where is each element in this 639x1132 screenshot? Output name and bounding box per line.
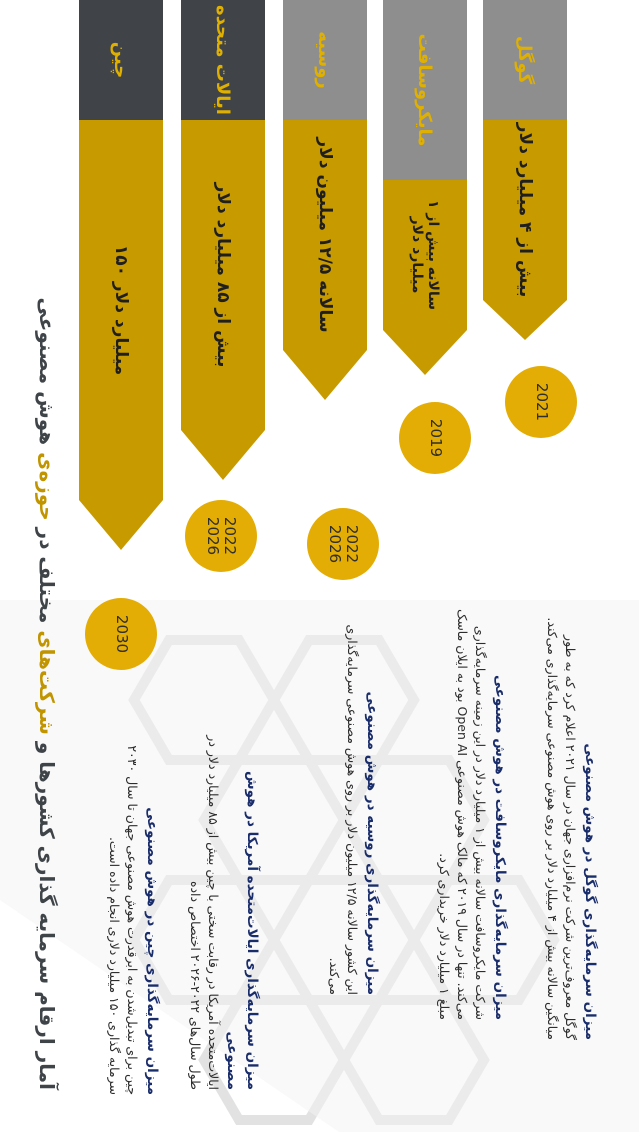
arrow-usa [181, 430, 265, 480]
year-circle-usa [185, 500, 257, 572]
year-circle-russia [307, 508, 379, 580]
desc-heading-china: میزان سرمایه‌گذاری چین در هوش مصنوعی [144, 807, 160, 1095]
band-microsoft [383, 0, 467, 380]
year-circle-google [505, 366, 577, 438]
investment-value-microsoft: سالانه بیش از ۱ میلیارد دلار [383, 180, 467, 330]
title-part-1: آمار ارقام سرمایه گذاری کشورها و [35, 734, 59, 1090]
band-china [79, 0, 163, 570]
investment-value-china: ۱۵۰ میلیارد دلار [79, 120, 163, 500]
desc-heading-google: میزان سرمایه‌گذاری گوگل در هوش مصنوعی [582, 743, 598, 1040]
description-google [479, 610, 599, 1040]
desc-text-google: گوگل معروف‌ترین شرکت نرم‌افزاری جهان در سال ۲۰۲۱ اعلام کرد که به طور میانگین سالانه بیش از ۴ میلیارد دلار بر روی هوش مصنوعی سرمایه‌گذاری می‌کند. [545, 617, 579, 1040]
investment-value-google: بیش از ۴ میلیارد دلار [483, 120, 567, 300]
desc-heading-usa: میزان سرمایه‌گذاری ایالات‌متحده آمریکا در هوش مصنوعی [224, 771, 260, 1090]
desc-text-china: چین برای تبدیل‌شدن به ابرقدرت هوش مصنوعی جهان تا سال ۲۰۳۰ سرمایه گذاری ۱۵۰ میلیارد دلاری انجام داده است. [107, 745, 141, 1095]
page-title [15, 110, 59, 1090]
arrow-microsoft [383, 330, 467, 375]
band-google [483, 0, 567, 340]
year-russia: 2022 2026 [326, 524, 362, 564]
arrow-russia [283, 350, 367, 400]
title-part-3: هوش مصنوعی [35, 297, 59, 453]
arrow-google [483, 300, 567, 340]
year-circle-microsoft [399, 402, 471, 474]
title-highlight-field: حوزه‌ی [35, 452, 59, 521]
company-label-microsoft: مایکروسافت [383, 0, 467, 180]
investment-value-russia: سالانه ۱۲/۵ میلیون دلار [283, 120, 367, 350]
desc-text-microsoft: شرکت مایکروسافت سالانه بیش از ۱ میلیارد دلار در این زمینه سرمایه‌گذاری می‌کند. تنها در سال ۲۰۱۹ که مالک هوش مصنوعی Open AI بود به ایلان ماسک مبلغ ۱ میلیارد دلار خریداری کرد. [437, 609, 489, 1020]
title-highlight-companies: شرکت‌های [35, 630, 59, 735]
description-russia [285, 615, 381, 995]
band-russia [283, 0, 367, 400]
year-usa: 2022 2026 [204, 516, 240, 556]
year-circle-china [85, 598, 157, 670]
desc-heading-russia: میزان سرمایه‌گذاری روسیه در هوش مصنوعی [364, 691, 380, 995]
arrow-china [79, 500, 163, 550]
country-label-china: چین [79, 0, 163, 120]
year-google: 2021 [532, 382, 551, 422]
country-label-russia: روسیه [283, 0, 367, 120]
year-china: 2030 [112, 614, 131, 654]
year-microsoft: 2019 [426, 418, 445, 458]
title-part-2: مختلف در [35, 520, 59, 631]
country-label-usa: ایالات متحده [181, 0, 265, 120]
desc-heading-microsoft: میزان سرمایه‌گذاری مایکروسافت در هوش مصنوعی [492, 675, 508, 1020]
description-usa [165, 710, 261, 1090]
investment-value-usa: بیش از ۸۵ میلیارد دلار [181, 120, 265, 430]
description-china [65, 715, 161, 1095]
desc-text-usa: ایالات‌متحده آمریکا در رقابت سختی با چین بیش از ۸۵ میلیارد دلار در طول سال‌های ۲۰۲۲-۲۰۲۶ اختصاص داده [187, 735, 221, 1090]
band-usa [181, 0, 265, 480]
desc-text-russia: این کشور سالانه ۱۲/۵ میلیون دلار بر روی هوش مصنوعی سرمایه‌گذاری می‌کند. [327, 624, 361, 995]
company-label-google: گوگل [483, 0, 567, 120]
